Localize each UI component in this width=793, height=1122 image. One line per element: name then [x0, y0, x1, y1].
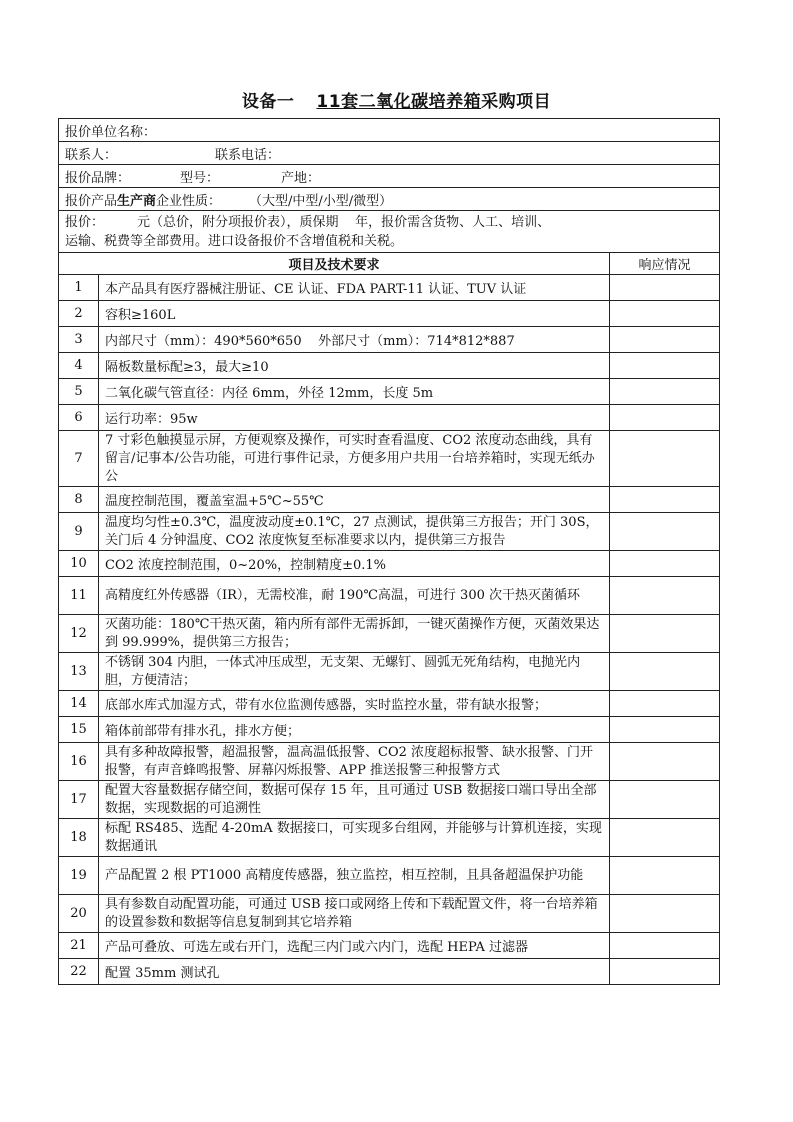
brand-row[interactable] [59, 165, 720, 188]
table-row [59, 857, 720, 895]
table-row [59, 379, 720, 405]
table-row [59, 513, 720, 551]
row-number: 19 [59, 857, 99, 895]
row-number: 4 [59, 353, 99, 379]
requirement-text: CO2 浓度控制范围，0~20%，控制精度±0.1% [99, 551, 610, 577]
table-row [59, 487, 720, 513]
row-number: 13 [59, 653, 99, 691]
requirement-text: 配置 35mm 测试孔 [99, 959, 610, 985]
requirement-text: 温度均匀性±0.3℃，温度波动度±0.1℃，27 点测试，提供第三方报告；开门 30S，关门后 4 分钟温度、CO2 浓度恢复至标准要求以内，提供第三方报告 [99, 513, 610, 551]
nature-label-c: 企业性质： [156, 193, 222, 209]
unit-name-field[interactable]: 报价单位名称： [59, 119, 720, 142]
nature-label-a: 报价产品 [65, 193, 118, 209]
table-row [59, 781, 720, 819]
row-number: 1 [59, 275, 99, 301]
row-number: 8 [59, 487, 99, 513]
table-row [59, 431, 720, 487]
response-cell[interactable] [610, 513, 720, 551]
requirement-text: 底部水库式加湿方式，带有水位监测传感器，实时监控水量，带有缺水报警； [99, 691, 610, 717]
table-row [59, 353, 720, 379]
row-number: 3 [59, 327, 99, 353]
price-line-2: 运输、税费等全部费用。进口设备报价不含增值税和关税。 [65, 233, 404, 249]
row-number: 2 [59, 301, 99, 327]
requirement-text: 产品配置 2 根 PT1000 高精度传感器，独立监控，相互控制，且具备超温保护功能 [99, 857, 610, 895]
row-number: 20 [59, 895, 99, 933]
response-cell[interactable] [610, 691, 720, 717]
table-row [59, 653, 720, 691]
response-cell[interactable] [610, 577, 720, 615]
row-number: 9 [59, 513, 99, 551]
table-row [59, 959, 720, 985]
response-cell[interactable] [610, 933, 720, 959]
response-cell[interactable] [610, 275, 720, 301]
requirement-text: 二氧化碳气管直径：内径 6mm，外径 12mm，长度 5m [99, 379, 610, 405]
response-cell[interactable] [610, 717, 720, 743]
response-cell[interactable] [610, 301, 720, 327]
table-row [59, 933, 720, 959]
row-number: 12 [59, 615, 99, 653]
response-cell[interactable] [610, 327, 720, 353]
table-row [59, 551, 720, 577]
row-number: 6 [59, 405, 99, 431]
row-number: 18 [59, 819, 99, 857]
requirement-text: 灭菌功能：180℃干热灭菌，箱内所有部件无需拆卸，一键灭菌操作方便，灭菌效果达到 99.999%，提供第三方报告； [99, 615, 610, 653]
requirement-text: 容积≥160L [99, 301, 610, 327]
response-cell[interactable] [610, 653, 720, 691]
origin-field: 产地： [281, 170, 321, 186]
requirement-text: 高精度红外传感器（IR），无需校准，耐 190℃高温，可进行 300 次干热灭菌循环 [99, 577, 610, 615]
response-cell[interactable] [610, 819, 720, 857]
table-row [59, 691, 720, 717]
table-row [59, 301, 720, 327]
response-cell[interactable] [610, 743, 720, 781]
response-cell[interactable] [610, 857, 720, 895]
table-row [59, 819, 720, 857]
row-number: 22 [59, 959, 99, 985]
title-main: 11套二氧化碳培养箱 [316, 92, 482, 112]
response-cell[interactable] [610, 781, 720, 819]
requirement-text: 7 寸彩色触摸显示屏，方便观察及操作，可实时查看温度、CO2 浓度动态曲线，具有留言/记事本/公告功能，可进行事件记录，方便多用户共用一台培养箱时，实现无纸办公 [99, 431, 610, 487]
phone-field: 联系电话： [215, 147, 281, 163]
price-statement[interactable] [59, 211, 720, 253]
response-cell[interactable] [610, 615, 720, 653]
row-number: 14 [59, 691, 99, 717]
table-row [59, 615, 720, 653]
brand-field: 报价品牌： [65, 170, 131, 186]
document-title [0, 87, 793, 112]
table-row [59, 717, 720, 743]
requirement-text: 内部尺寸（mm）：490*560*650 外部尺寸（mm）：714*812*887 [99, 327, 610, 353]
row-number: 10 [59, 551, 99, 577]
nature-label-b: 生产商 [117, 193, 157, 209]
requirement-text: 本产品具有医疗器械注册证、CE 认证、FDA PART-11 认证、TUV 认证 [99, 275, 610, 301]
table-row [59, 275, 720, 301]
row-number: 7 [59, 431, 99, 487]
requirement-text: 具有参数自动配置功能，可通过 USB 接口或网络上传和下载配置文件，将一台培养箱的设置参数和数据等信息复制到其它培养箱 [99, 895, 610, 933]
requirement-text: 配置大容量数据存储空间，数据可保存 15 年，且可通过 USB 数据接口端口导出全部数据，实现数据的可追溯性 [99, 781, 610, 819]
row-number: 11 [59, 577, 99, 615]
nature-options: （大型/中型/小型/微型） [249, 193, 393, 209]
title-suffix: 采购项目 [481, 92, 552, 112]
response-cell[interactable] [610, 431, 720, 487]
requirement-text: 具有多种故障报警，超温报警，温高温低报警、CO2 浓度超标报警、缺水报警、门开报警，有声音蜂鸣报警、屏幕闪烁报警、APP 推送报警三种报警方式 [99, 743, 610, 781]
requirement-text: 标配 RS485、选配 4-20mA 数据接口，可实现多台组网，并能够与计算机连接，实现数据通讯 [99, 819, 610, 857]
row-number: 17 [59, 781, 99, 819]
row-number: 21 [59, 933, 99, 959]
response-cell[interactable] [610, 353, 720, 379]
row-number: 5 [59, 379, 99, 405]
table-row [59, 895, 720, 933]
table-row [59, 743, 720, 781]
response-cell[interactable] [610, 405, 720, 431]
row-number: 16 [59, 743, 99, 781]
requirement-text: 隔板数量标配≥3，最大≥10 [99, 353, 610, 379]
title-prefix: 设备一 [241, 92, 295, 112]
response-cell[interactable] [610, 551, 720, 577]
model-field: 型号： [180, 170, 220, 186]
table-row [59, 327, 720, 353]
procurement-table [58, 118, 720, 985]
requirement-text: 箱体前部带有排水孔，排水方便； [99, 717, 610, 743]
header-response: 响应情况 [610, 253, 720, 275]
contact-field: 联系人： [65, 147, 118, 163]
contact-row[interactable] [59, 142, 720, 165]
table-row [59, 405, 720, 431]
response-cell[interactable] [610, 895, 720, 933]
row-number: 15 [59, 717, 99, 743]
requirement-text: 不锈钢 304 内胆，一体式冲压成型，无支架、无螺钉、圆弧无死角结构，电抛光内胆，方便清洁； [99, 653, 610, 691]
response-cell[interactable] [610, 379, 720, 405]
enterprise-nature-row[interactable] [59, 188, 720, 211]
response-cell[interactable] [610, 487, 720, 513]
table-row [59, 577, 720, 615]
header-item-requirements: 项目及技术要求 [59, 253, 610, 275]
requirement-text: 温度控制范围，覆盖室温+5℃~55℃ [99, 487, 610, 513]
requirement-text: 运行功率：95w [99, 405, 610, 431]
requirement-text: 产品可叠放、可选左或右开门，选配三内门或六内门，选配 HEPA 过滤器 [99, 933, 610, 959]
price-line-1: 报价： 元（总价，附分项报价表），质保期 年，报价需含货物、人工、培训、 [65, 214, 551, 230]
response-cell[interactable] [610, 959, 720, 985]
